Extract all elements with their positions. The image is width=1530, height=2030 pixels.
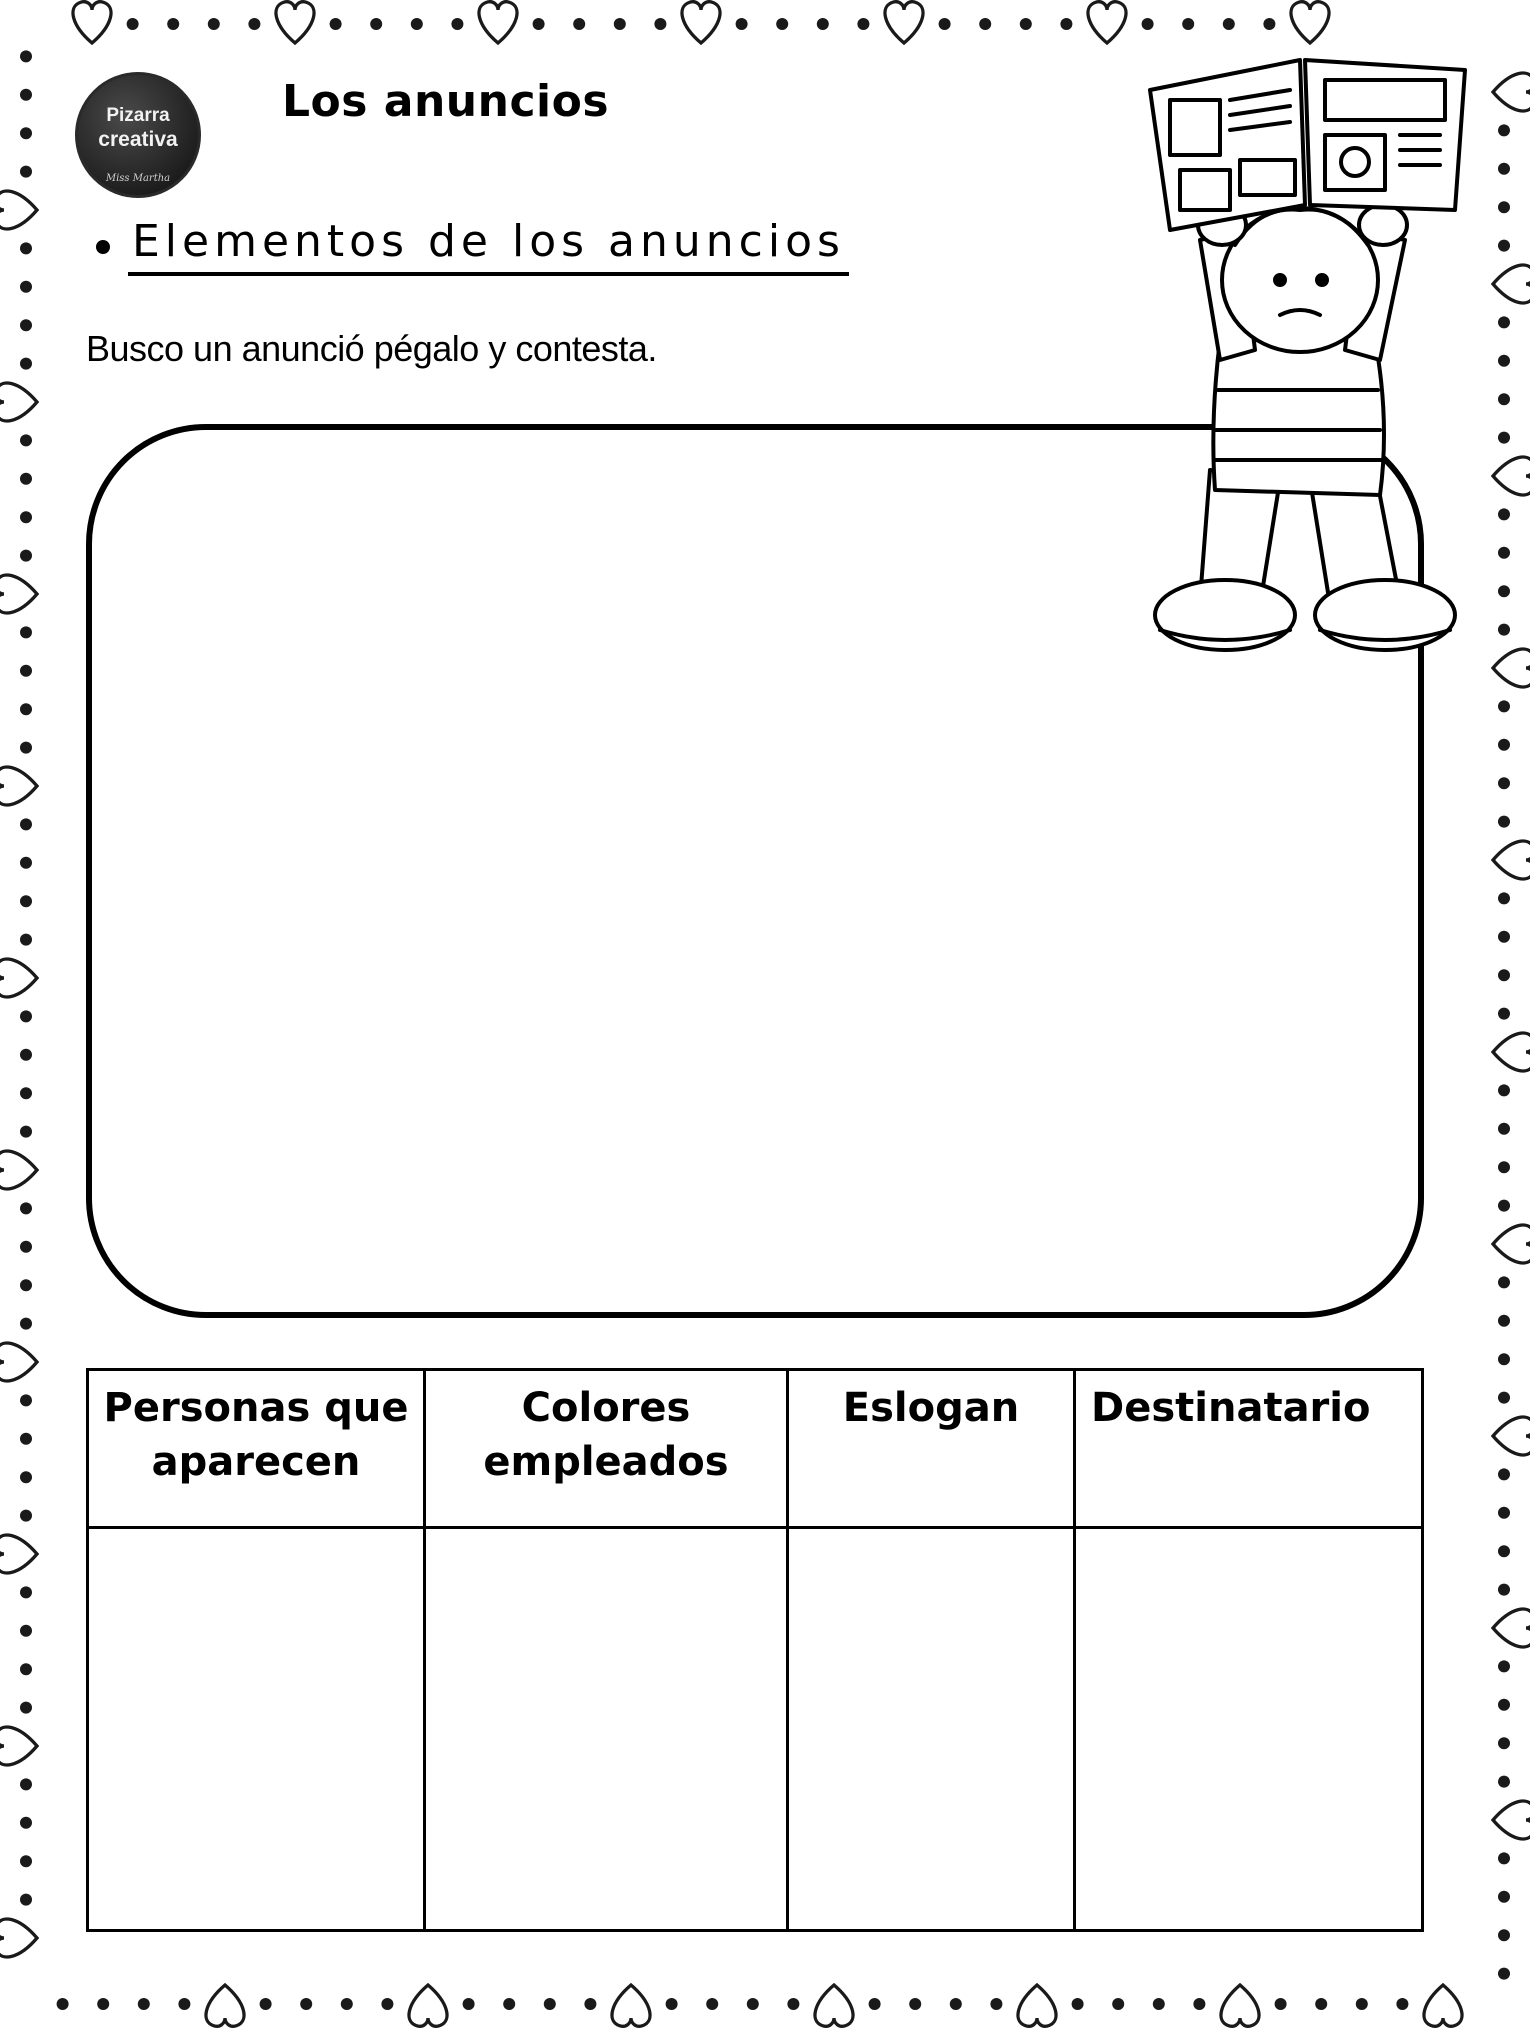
border-dot xyxy=(1498,240,1510,252)
border-dot xyxy=(20,1010,32,1022)
heart-icon xyxy=(1493,1417,1530,1455)
border-dot xyxy=(260,1998,272,2010)
border-dot xyxy=(1498,1660,1510,1672)
border-dot xyxy=(20,1241,32,1253)
border-dot xyxy=(20,1394,32,1406)
border-dot xyxy=(370,18,382,30)
border-dot xyxy=(20,934,32,946)
border-dot xyxy=(990,1998,1002,2010)
border-dot xyxy=(20,1471,32,1483)
border-dot xyxy=(1356,1998,1368,2010)
border-dot xyxy=(20,1202,32,1214)
border-dot xyxy=(20,1817,32,1829)
section-subtitle: Elementos de los anuncios xyxy=(128,216,849,276)
border-dot xyxy=(1498,355,1510,367)
border-dot xyxy=(1498,816,1510,828)
border-dot xyxy=(20,1778,32,1790)
table-row xyxy=(88,1528,1423,1931)
instruction-text: Busco un anunció pégalo y contesta. xyxy=(86,328,657,369)
border-dot xyxy=(747,1998,759,2010)
table-header-row xyxy=(88,1370,1423,1528)
border-dot xyxy=(979,18,991,30)
border-dot xyxy=(1275,1998,1287,2010)
bullet-icon xyxy=(96,240,110,254)
heart-icon xyxy=(73,2,111,43)
border-dot xyxy=(614,18,626,30)
border-dot xyxy=(97,1998,109,2010)
border-dot xyxy=(20,818,32,830)
heart-icon xyxy=(885,2,923,43)
heart-icon xyxy=(682,2,720,43)
heart-icon xyxy=(1493,457,1530,495)
border-dot xyxy=(178,1998,190,2010)
border-dot xyxy=(1112,1998,1124,2010)
border-dot xyxy=(20,473,32,485)
heart-icon xyxy=(0,575,37,613)
column-header-eslogan xyxy=(788,1370,1075,1528)
border-dot xyxy=(1498,124,1510,136)
heart-icon xyxy=(0,1727,37,1765)
border-dot xyxy=(20,1663,32,1675)
heart-icon xyxy=(0,1151,37,1189)
border-dot xyxy=(330,18,342,30)
border-dot xyxy=(1498,163,1510,175)
border-dot xyxy=(1498,1737,1510,1749)
logo-text-line1: Pizarra xyxy=(106,105,170,126)
border-dot xyxy=(1072,1998,1084,2010)
border-dot xyxy=(1498,1929,1510,1941)
border-dot xyxy=(1142,18,1154,30)
heart-icon xyxy=(409,1985,447,2026)
border-dot xyxy=(1498,547,1510,559)
boy-holding-newspaper-icon xyxy=(1140,40,1480,660)
border-dot xyxy=(20,50,32,62)
heart-icon xyxy=(1018,1985,1056,2026)
border-dot xyxy=(127,18,139,30)
border-dot xyxy=(20,1586,32,1598)
border-dot xyxy=(1498,316,1510,328)
border-dot xyxy=(1498,1276,1510,1288)
column-header-line2: empleados xyxy=(483,1439,729,1485)
border-dot xyxy=(1193,1998,1205,2010)
heart-icon xyxy=(1493,73,1530,111)
heart-icon xyxy=(1493,1225,1530,1263)
border-dot xyxy=(20,319,32,331)
border-dot xyxy=(1263,18,1275,30)
border-dot xyxy=(20,127,32,139)
border-dot xyxy=(1498,1123,1510,1135)
border-dot xyxy=(20,1625,32,1637)
border-dot xyxy=(1498,1699,1510,1711)
heart-icon xyxy=(1493,1609,1530,1647)
answer-cell-personas[interactable] xyxy=(88,1528,425,1931)
border-dot xyxy=(950,1998,962,2010)
border-dot xyxy=(1498,393,1510,405)
border-dot xyxy=(167,18,179,30)
heart-icon xyxy=(1493,649,1530,687)
border-dot xyxy=(1020,18,1032,30)
border-dot xyxy=(1498,1776,1510,1788)
heart-icon xyxy=(479,2,517,43)
border-dot xyxy=(1498,1891,1510,1903)
border-dot xyxy=(20,1126,32,1138)
heart-icon xyxy=(206,1985,244,2026)
border-dot xyxy=(248,18,260,30)
border-dot xyxy=(20,742,32,754)
column-header-personas xyxy=(88,1370,425,1528)
border-dot xyxy=(1060,18,1072,30)
border-dot xyxy=(1498,1008,1510,1020)
heart-icon xyxy=(0,1919,37,1957)
border-dot xyxy=(1498,1161,1510,1173)
column-header-line1: Colores xyxy=(521,1385,691,1431)
column-header-line2: aparecen xyxy=(151,1439,361,1485)
column-header-line1: Personas que xyxy=(103,1385,409,1431)
heart-icon xyxy=(1291,2,1329,43)
border-dot xyxy=(20,895,32,907)
border-dot xyxy=(20,857,32,869)
border-dot xyxy=(20,626,32,638)
logo-text-line3: Miss Martha xyxy=(105,173,171,184)
border-dot xyxy=(20,1433,32,1445)
heart-icon xyxy=(0,383,37,421)
heart-icon xyxy=(0,1343,37,1381)
border-dot xyxy=(584,1998,596,2010)
border-dot xyxy=(20,1049,32,1061)
border-dot xyxy=(1498,700,1510,712)
border-dot xyxy=(20,1510,32,1522)
heart-icon xyxy=(612,1985,650,2026)
border-dot xyxy=(57,1998,69,2010)
heart-icon xyxy=(1493,841,1530,879)
border-dot xyxy=(463,1998,475,2010)
border-dot xyxy=(1498,739,1510,751)
border-dot xyxy=(1498,1315,1510,1327)
pizarra-creativa-logo xyxy=(75,72,201,198)
border-dot xyxy=(776,18,788,30)
border-dot xyxy=(1498,1084,1510,1096)
border-dot xyxy=(20,665,32,677)
border-dot xyxy=(1498,1545,1510,1557)
border-dot xyxy=(1498,508,1510,520)
border-dot xyxy=(706,1998,718,2010)
border-dot xyxy=(20,1702,32,1714)
border-dot xyxy=(1315,1998,1327,2010)
border-dot xyxy=(451,18,463,30)
border-dot xyxy=(1153,1998,1165,2010)
border-dot xyxy=(1498,1200,1510,1212)
border-dot xyxy=(666,1998,678,2010)
logo-text-line2: creativa xyxy=(98,128,178,151)
heart-icon xyxy=(1493,1801,1530,1839)
border-dot xyxy=(1498,432,1510,444)
answer-cell-colores[interactable] xyxy=(425,1528,788,1931)
border-dot xyxy=(20,550,32,562)
border-dot xyxy=(208,18,220,30)
answer-cell-destinatario[interactable] xyxy=(1075,1528,1423,1931)
border-dot xyxy=(533,18,545,30)
heart-icon xyxy=(1088,2,1126,43)
border-dot xyxy=(736,18,748,30)
border-dot xyxy=(1498,892,1510,904)
border-dot xyxy=(300,1998,312,2010)
border-dot xyxy=(20,511,32,523)
border-dot xyxy=(20,434,32,446)
border-dot xyxy=(1498,585,1510,597)
border-dot xyxy=(1498,624,1510,636)
column-header-colores xyxy=(425,1370,788,1528)
border-dot xyxy=(20,242,32,254)
answers-table xyxy=(86,1368,1424,1932)
border-dot xyxy=(787,1998,799,2010)
border-dot xyxy=(20,166,32,178)
border-dot xyxy=(20,358,32,370)
border-dot xyxy=(411,18,423,30)
border-dot xyxy=(1498,1353,1510,1365)
answer-cell-eslogan[interactable] xyxy=(788,1528,1075,1931)
heart-icon xyxy=(1493,1033,1530,1071)
border-dot xyxy=(20,1279,32,1291)
border-dot xyxy=(573,18,585,30)
border-dot xyxy=(857,18,869,30)
border-dot xyxy=(939,18,951,30)
border-dot xyxy=(20,1318,32,1330)
border-dot xyxy=(1498,1852,1510,1864)
border-dot xyxy=(20,89,32,101)
border-dot xyxy=(1498,1392,1510,1404)
border-dot xyxy=(20,703,32,715)
border-dot xyxy=(381,1998,393,2010)
border-dot xyxy=(1498,969,1510,981)
heart-icon xyxy=(815,1985,853,2026)
heart-icon xyxy=(1221,1985,1259,2026)
column-header-line1: Eslogan xyxy=(842,1385,1020,1431)
heart-icon xyxy=(1424,1985,1462,2026)
heart-icon xyxy=(1493,265,1530,303)
heart-icon xyxy=(0,767,37,805)
border-dot xyxy=(1182,18,1194,30)
border-dot xyxy=(1498,777,1510,789)
heart-icon xyxy=(0,1535,37,1573)
border-dot xyxy=(1498,201,1510,213)
border-dot xyxy=(1498,1584,1510,1596)
border-dot xyxy=(20,1087,32,1099)
border-dot xyxy=(20,1894,32,1906)
border-dot xyxy=(20,281,32,293)
page-title: Los anuncios xyxy=(282,76,610,127)
column-header-line1: Destinatario xyxy=(1091,1385,1371,1431)
heart-icon xyxy=(0,959,37,997)
border-dot xyxy=(20,1855,32,1867)
border-dot xyxy=(1498,1507,1510,1519)
border-dot xyxy=(869,1998,881,2010)
border-dot xyxy=(544,1998,556,2010)
border-dot xyxy=(1396,1998,1408,2010)
border-dot xyxy=(1498,1468,1510,1480)
border-dot xyxy=(817,18,829,30)
border-dot xyxy=(1498,1968,1510,1980)
border-dot xyxy=(654,18,666,30)
heart-icon xyxy=(0,191,37,229)
column-header-destinatario xyxy=(1075,1370,1423,1528)
heart-icon xyxy=(276,2,314,43)
border-dot xyxy=(503,1998,515,2010)
border-dot xyxy=(1223,18,1235,30)
border-dot xyxy=(1498,931,1510,943)
border-dot xyxy=(138,1998,150,2010)
border-dot xyxy=(909,1998,921,2010)
border-dot xyxy=(341,1998,353,2010)
